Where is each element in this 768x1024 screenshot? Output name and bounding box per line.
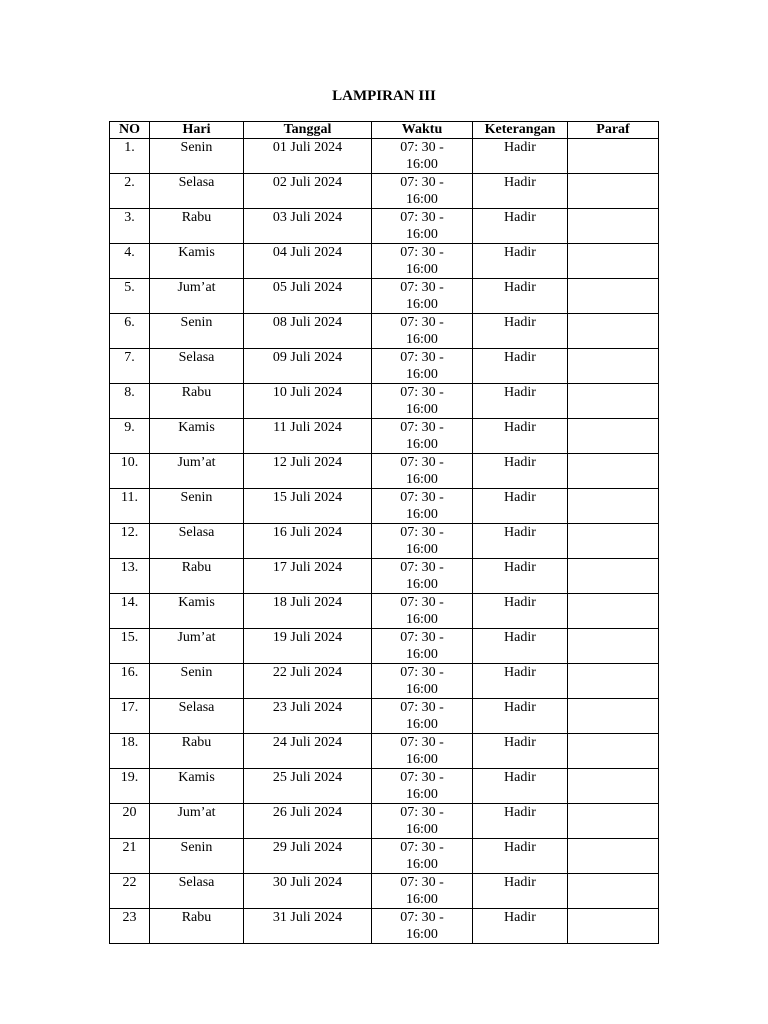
cell-paraf: [568, 209, 659, 244]
cell-hari: Kamis: [150, 244, 244, 279]
cell-paraf: [568, 279, 659, 314]
cell-no: 3.: [110, 209, 150, 244]
document-title: LAMPIRAN III: [332, 88, 436, 104]
cell-hari: Kamis: [150, 769, 244, 804]
cell-tanggal: 25 Juli 2024: [244, 769, 372, 804]
table-row: [110, 559, 659, 594]
cell-paraf: [568, 454, 659, 489]
table-row: [110, 769, 659, 804]
cell-waktu: 07: 30 - 16:00: [372, 349, 473, 384]
cell-hari: Selasa: [150, 524, 244, 559]
cell-tanggal: 12 Juli 2024: [244, 454, 372, 489]
cell-hari: Senin: [150, 314, 244, 349]
cell-no: 15.: [110, 629, 150, 664]
cell-waktu: 07: 30 - 16:00: [372, 699, 473, 734]
cell-keterangan: Hadir: [473, 489, 568, 524]
cell-no: 10.: [110, 454, 150, 489]
cell-paraf: [568, 664, 659, 699]
cell-waktu: 07: 30 - 16:00: [372, 139, 473, 174]
cell-waktu: 07: 30 - 16:00: [372, 839, 473, 874]
cell-hari: Senin: [150, 489, 244, 524]
cell-keterangan: Hadir: [473, 804, 568, 839]
cell-waktu: 07: 30 - 16:00: [372, 174, 473, 209]
cell-no: 8.: [110, 384, 150, 419]
cell-paraf: [568, 174, 659, 209]
table-header: [110, 122, 659, 139]
cell-keterangan: Hadir: [473, 524, 568, 559]
cell-paraf: [568, 489, 659, 524]
cell-no: 18.: [110, 734, 150, 769]
cell-hari: Selasa: [150, 349, 244, 384]
cell-no: 9.: [110, 419, 150, 454]
table-row: [110, 839, 659, 874]
table-row: [110, 699, 659, 734]
cell-hari: Jum’at: [150, 279, 244, 314]
cell-hari: Rabu: [150, 734, 244, 769]
cell-paraf: [568, 244, 659, 279]
table-row: [110, 419, 659, 454]
table-row: [110, 454, 659, 489]
cell-hari: Kamis: [150, 594, 244, 629]
cell-waktu: 07: 30 - 16:00: [372, 209, 473, 244]
cell-no: 11.: [110, 489, 150, 524]
cell-tanggal: 31 Juli 2024: [244, 909, 372, 944]
cell-no: 4.: [110, 244, 150, 279]
cell-hari: Selasa: [150, 174, 244, 209]
cell-no: 19.: [110, 769, 150, 804]
cell-tanggal: 11 Juli 2024: [244, 419, 372, 454]
table-row: [110, 804, 659, 839]
cell-hari: Senin: [150, 139, 244, 174]
cell-waktu: 07: 30 - 16:00: [372, 454, 473, 489]
cell-no: 20: [110, 804, 150, 839]
cell-tanggal: 03 Juli 2024: [244, 209, 372, 244]
cell-keterangan: Hadir: [473, 139, 568, 174]
cell-paraf: [568, 874, 659, 909]
cell-paraf: [568, 419, 659, 454]
cell-keterangan: Hadir: [473, 559, 568, 594]
header-hari: Hari: [150, 122, 244, 139]
cell-waktu: 07: 30 - 16:00: [372, 244, 473, 279]
cell-no: 14.: [110, 594, 150, 629]
cell-tanggal: 02 Juli 2024: [244, 174, 372, 209]
cell-no: 1.: [110, 139, 150, 174]
cell-no: 6.: [110, 314, 150, 349]
cell-tanggal: 29 Juli 2024: [244, 839, 372, 874]
cell-keterangan: Hadir: [473, 384, 568, 419]
cell-hari: Selasa: [150, 699, 244, 734]
cell-tanggal: 10 Juli 2024: [244, 384, 372, 419]
cell-tanggal: 16 Juli 2024: [244, 524, 372, 559]
cell-keterangan: Hadir: [473, 314, 568, 349]
cell-paraf: [568, 384, 659, 419]
table-row: [110, 244, 659, 279]
cell-hari: Jum’at: [150, 629, 244, 664]
cell-keterangan: Hadir: [473, 839, 568, 874]
cell-paraf: [568, 699, 659, 734]
table-body: [110, 139, 659, 944]
table-row: [110, 384, 659, 419]
cell-keterangan: Hadir: [473, 594, 568, 629]
table-row: [110, 664, 659, 699]
header-waktu: Waktu: [372, 122, 473, 139]
cell-no: 23: [110, 909, 150, 944]
cell-waktu: 07: 30 - 16:00: [372, 559, 473, 594]
cell-paraf: [568, 909, 659, 944]
cell-waktu: 07: 30 - 16:00: [372, 874, 473, 909]
cell-tanggal: 17 Juli 2024: [244, 559, 372, 594]
cell-hari: Rabu: [150, 209, 244, 244]
cell-keterangan: Hadir: [473, 209, 568, 244]
header-keterangan: Keterangan: [473, 122, 568, 139]
cell-waktu: 07: 30 - 16:00: [372, 664, 473, 699]
cell-no: 13.: [110, 559, 150, 594]
header-tanggal: Tanggal: [244, 122, 372, 139]
cell-no: 2.: [110, 174, 150, 209]
cell-no: 17.: [110, 699, 150, 734]
cell-keterangan: Hadir: [473, 734, 568, 769]
header-row: [110, 122, 659, 139]
cell-paraf: [568, 839, 659, 874]
cell-tanggal: 24 Juli 2024: [244, 734, 372, 769]
cell-waktu: 07: 30 - 16:00: [372, 734, 473, 769]
cell-hari: Selasa: [150, 874, 244, 909]
cell-waktu: 07: 30 - 16:00: [372, 629, 473, 664]
cell-hari: Jum’at: [150, 454, 244, 489]
cell-tanggal: 19 Juli 2024: [244, 629, 372, 664]
cell-waktu: 07: 30 - 16:00: [372, 314, 473, 349]
cell-tanggal: 01 Juli 2024: [244, 139, 372, 174]
cell-tanggal: 09 Juli 2024: [244, 349, 372, 384]
cell-paraf: [568, 314, 659, 349]
cell-waktu: 07: 30 - 16:00: [372, 489, 473, 524]
table-row: [110, 349, 659, 384]
cell-tanggal: 05 Juli 2024: [244, 279, 372, 314]
table-row: [110, 139, 659, 174]
cell-hari: Rabu: [150, 909, 244, 944]
cell-keterangan: Hadir: [473, 349, 568, 384]
header-no: NO: [110, 122, 150, 139]
cell-paraf: [568, 769, 659, 804]
table-row: [110, 174, 659, 209]
table-row: [110, 209, 659, 244]
table-row: [110, 489, 659, 524]
cell-hari: Jum’at: [150, 804, 244, 839]
cell-paraf: [568, 559, 659, 594]
cell-paraf: [568, 629, 659, 664]
cell-waktu: 07: 30 - 16:00: [372, 279, 473, 314]
cell-paraf: [568, 349, 659, 384]
table-row: [110, 874, 659, 909]
cell-tanggal: 08 Juli 2024: [244, 314, 372, 349]
cell-keterangan: Hadir: [473, 244, 568, 279]
cell-hari: Rabu: [150, 559, 244, 594]
header-paraf: Paraf: [568, 122, 659, 139]
table-row: [110, 629, 659, 664]
cell-keterangan: Hadir: [473, 279, 568, 314]
cell-keterangan: Hadir: [473, 699, 568, 734]
cell-paraf: [568, 524, 659, 559]
cell-no: 12.: [110, 524, 150, 559]
cell-keterangan: Hadir: [473, 454, 568, 489]
table-row: [110, 279, 659, 314]
cell-paraf: [568, 734, 659, 769]
cell-waktu: 07: 30 - 16:00: [372, 384, 473, 419]
table-row: [110, 734, 659, 769]
cell-keterangan: Hadir: [473, 419, 568, 454]
cell-keterangan: Hadir: [473, 874, 568, 909]
cell-tanggal: 23 Juli 2024: [244, 699, 372, 734]
cell-no: 16.: [110, 664, 150, 699]
cell-waktu: 07: 30 - 16:00: [372, 909, 473, 944]
cell-waktu: 07: 30 - 16:00: [372, 804, 473, 839]
cell-keterangan: Hadir: [473, 174, 568, 209]
cell-no: 21: [110, 839, 150, 874]
table-row: [110, 524, 659, 559]
cell-hari: Rabu: [150, 384, 244, 419]
cell-keterangan: Hadir: [473, 664, 568, 699]
attendance-table: [109, 121, 659, 944]
cell-waktu: 07: 30 - 16:00: [372, 524, 473, 559]
cell-hari: Senin: [150, 664, 244, 699]
cell-paraf: [568, 804, 659, 839]
cell-tanggal: 26 Juli 2024: [244, 804, 372, 839]
cell-keterangan: Hadir: [473, 909, 568, 944]
cell-tanggal: 18 Juli 2024: [244, 594, 372, 629]
cell-paraf: [568, 594, 659, 629]
table-row: [110, 314, 659, 349]
cell-waktu: 07: 30 - 16:00: [372, 419, 473, 454]
cell-waktu: 07: 30 - 16:00: [372, 594, 473, 629]
cell-keterangan: Hadir: [473, 769, 568, 804]
cell-paraf: [568, 139, 659, 174]
table-row: [110, 594, 659, 629]
cell-no: 22: [110, 874, 150, 909]
cell-hari: Kamis: [150, 419, 244, 454]
cell-no: 5.: [110, 279, 150, 314]
cell-hari: Senin: [150, 839, 244, 874]
cell-tanggal: 30 Juli 2024: [244, 874, 372, 909]
cell-no: 7.: [110, 349, 150, 384]
cell-waktu: 07: 30 - 16:00: [372, 769, 473, 804]
cell-keterangan: Hadir: [473, 629, 568, 664]
table-row: [110, 909, 659, 944]
cell-tanggal: 04 Juli 2024: [244, 244, 372, 279]
cell-tanggal: 22 Juli 2024: [244, 664, 372, 699]
cell-tanggal: 15 Juli 2024: [244, 489, 372, 524]
